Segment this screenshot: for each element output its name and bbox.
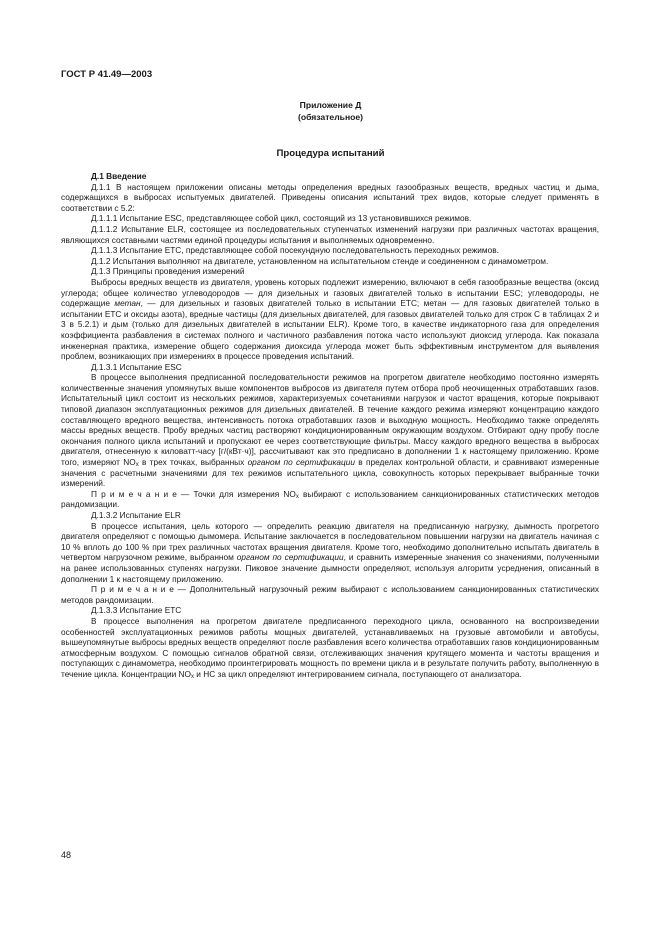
text-run: В процессе выполнения предписанной последовательности режимов на прогретом двигателе необходимо постоянно измерять количественные значения упомянутых выше компонентов выбросов из двигателя путем отбора проб неочищенных отработавших газов. Испытательный цикл состоит из нескольких режимов, характеризуемых сочетаниями нагрузок и частот вращения, которые покрывают типовой диапазон эксплуатационных режимов для дизельных двигателей. В течение каждого режима измеряют концентрацию каждого составляющего вредного вещества, интенсивность потока отработавших газов и выходную мощность. Необходимо также определять массы вредных веществ. Пробу вредных частиц растворяют кондиционированным окружающим воздухом. Отбирают одну пробу после окончания полного цикла испытаний и пропускают ее через соответствующие фильтры. Массу каждого вредного вещества в выбросах двигателя, отнесенную к киловатт-часу [г/(кВт·ч)], рассчитывают как это предписано в дополнении 1 к настоящему приложению. Кроме того, измеряют NO	[61, 372, 599, 468]
paragraph: Д.1.1.1 Испытание ESC, представляющее собой цикл, состоящий из 13 установившихся режимов.	[91, 213, 472, 224]
procedure-title: Процедура испытаний	[276, 148, 385, 159]
subsection-heading: Д.1.3 Принципы проведения измерений	[91, 266, 245, 277]
paragraph	[61, 277, 599, 362]
note	[61, 489, 599, 510]
subscript: x	[135, 462, 139, 469]
text-run: , — для дизельных и газовых двигателей только в испытании ETC; метан — для газовых двигателей только в испытании ETC и оксиды азота), вредные частицы (для дизельных двигателей, для газовых двигателей только для строк С в таблицах 2 и 3 в 5.2.1) и дым (только для дизельных двигателей в испытании ELR). Кроме того, в качестве индикаторного газа для определения коэффициента разбавления в системах полного и частичного разбавления потока часто используют диоксид углерода. Как показала инженерная практика, измерение общего содержания диоксида углерода может быть эффективным инструментом для выявления проблем, возникающих при измерениях в процессе проведения испытаний.	[61, 298, 599, 362]
text-run: , и сравнить измеренные значения со значениями, полученными на ранее использованных ступенях нагрузки. Пиковое значение дымности определяют, используя алгоритм усреднения, описанный в дополнении 1 к настоящему приложению.	[61, 552, 599, 584]
paragraph: Д.1.1.3 Испытание ETC, представляющее собой посекундную последовательность переходных режимов.	[91, 245, 499, 256]
paragraph: Д.1.2 Испытания выполняют на двигателе, установленном на испытательном стенде и соединенном с динамометром.	[91, 255, 549, 266]
text-run: П р и м е ч а н и е — Точки для измерения NO	[91, 488, 296, 499]
subsection-heading: Д.1.3.2 Испытание ELR	[91, 510, 181, 520]
note: П р и м е ч а н и е — Дополнительный нагрузочный режим выбирают с использованием санкционированных статистических методов рандомизации.	[61, 584, 599, 605]
italic-text: органом по сертификации	[236, 552, 344, 563]
text-run: Выбросы вредных веществ из двигателя, уровень которых подлежит измерению, включают в себя газообразные вещества (оксид углерода; общее количество углеводородов — для дизельных и газовых двигателей только в испытании ESC; углеводороды, не содержащие	[61, 276, 599, 309]
text-run: В процессе выполнения на прогретом двигателе предписанного переходного цикла, основанного на воспроизведении особенностей эксплуатационных режимов работы мощных двигателей, устанавливаемых на грузовые автомобили и автобусы, вышеупомянутые выбросы вредных веществ определяют после разбавления всего количества отработавших газов кондиционированным атмосферным воздухом. С помощью сигналов обратной связи, отслеживающих значения крутящего момента и частоты вращения и поступающих с динамометра, необходимо проинтегрировать мощность по времени цикла и в результате получить работу, выполненную в течение цикла. Концентрации NO	[61, 615, 599, 679]
subsection-heading: Д.1.3.3 Испытание ETC	[91, 605, 182, 616]
subsection-heading: Д.1.3.1 Испытание ESC	[91, 361, 182, 372]
italic-text: органом по сертификации	[247, 457, 355, 468]
text-run: в пределах контрольной области, и сравнивают измеренные значения с расчетными значениями для тех режимов испытательного цикла, совокупность которых перекрывает выбранные точки измерений.	[61, 457, 599, 489]
text-run: и НС за цикл определяют интегрированием сигнала, поступающего от анализатора.	[193, 668, 522, 679]
text-run: в трех точках, выбранных	[138, 457, 248, 468]
paragraph: Д.1.1 В настоящем приложении описаны методы определения вредных газообразных веществ, вредных частиц и дыма, содержащихся в выбросах испытуемых двигателей. Приведены описания испытаний трех видов, которые следует применять в соответствии с 5.2:	[61, 181, 599, 213]
paragraph	[61, 372, 599, 489]
text-run: выбирают с использованием санкционированных статистических методов рандомизации.	[61, 488, 599, 510]
page-number: 48	[61, 850, 72, 860]
paragraph	[61, 521, 599, 585]
appendix-title: Приложение Д	[299, 100, 362, 110]
document-body	[61, 171, 599, 680]
standard-header: ГОСТ Р 41.49—2003	[61, 69, 153, 80]
subscript: x	[190, 673, 194, 680]
appendix-subtitle: (обязательное)	[297, 112, 364, 122]
text-run: В процессе испытания, цель которого — определить реакцию двигателя на предписанную нагрузку, дымность прогретого двигателя определяют с помощью дымомера. Испытание заключается в последовательном повышении нагрузки на двигатель начиная с 10 % вплоть до 100 % при трех различных частотах вращения двигателя. Кроме того, необходимо дополнительно испытать двигатель в четвертом нагрузочном режиме, выбранном	[61, 520, 599, 563]
subscript: x	[295, 493, 299, 500]
section-heading: Д.1 Введение	[91, 171, 147, 181]
italic-text: метан	[114, 298, 141, 309]
paragraph	[61, 616, 599, 680]
paragraph: Д.1.1.2 Испытание ELR, состоящее из последовательных ступенчатых изменений нагрузки при различных частотах вращения, являющихся составными частями единой процедуры испытания и выполняемых одновременно.	[61, 223, 599, 245]
